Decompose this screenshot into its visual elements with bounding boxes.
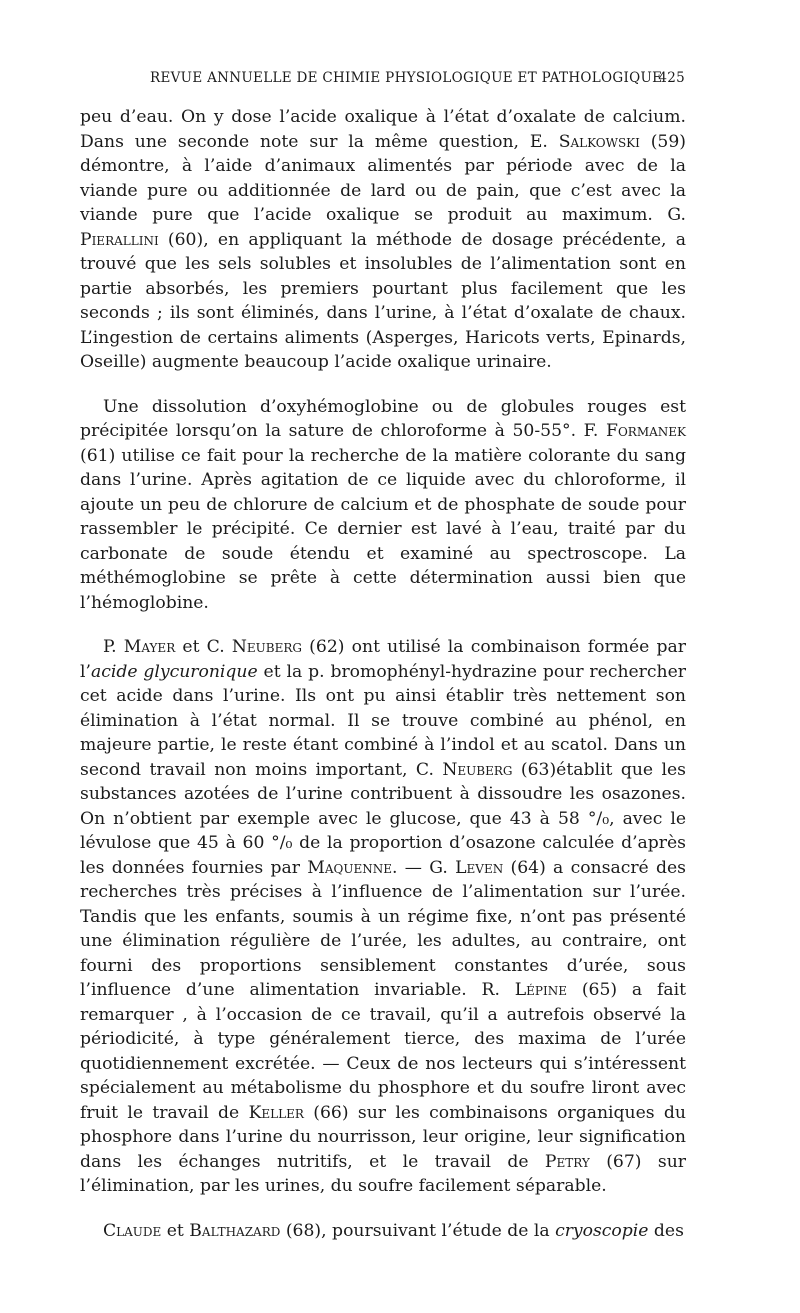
author-name: Formanek (606, 421, 686, 441)
author-name: Pierallini (80, 229, 159, 250)
italic-term: acide glycuronique (90, 661, 258, 682)
author-name: Keller (248, 1102, 304, 1123)
author-name: Leven (455, 857, 504, 878)
author-name: Neuberg (442, 759, 513, 780)
paragraph-glycuronic-acid: P. Mayer et C. Neuberg (62) ont utilisé la combinaison formée par l’acide glycuronique et la p. bromophényl-hydrazine pour rechercher cet acide dans l’urine. Ils ont pu ainsi établir très nettement son élimination à l’état normal. Il se trouve combiné au phénol, en majeure partie, le reste étant combiné à l’indol et au scatol. Dans un second travail non moins important, C. Neuberg (63)établit que les substances azotées de l’urine contribuent à dissoudre les osazones. On n’obtient par exemple avec le glucose, que 43 à 58 °/₀, avec le lévulose que 45 à 60 °/₀ de la proportion d’osazone calculée d’après les données fournies par Maquenne. — G. Leven (64) a consacré des recherches très précises à l’influence de l’alimentation sur l’urée. Tandis que les enfants, soumis à un régime fixe, n’ont pas présenté une élimination régulière de l’urée, les adultes, au contraire, ont fourni des proportions sensiblement constantes d’urée, sous l’influence d’une alimentation invariable. R. Lépine (65) a fait remarquer , à l’occasion de ce travail, qu’il a autrefois observé la périodicité, à type généralement tierce, des maxima de l’urée quotidiennement excrétée. — Ceux de nos lecteurs qui s’intéressent spécialement au métabolisme du phosphore et du soufre liront avec fruit le travail de Keller (66) sur les combinaisons organiques du phosphore dans l’urine du nourrisson, leur origine, leur signification dans les échanges nutritifs, et le travail de Petry (67) sur l’élimination, par les urines, du soufre facilement séparable. (80, 637, 686, 1196)
author-name: Lépine (514, 980, 567, 1000)
paragraph-cryoscopy: Claude et Balthazard (68), poursuivant l’étude de la cryoscopie des (103, 1220, 684, 1241)
author-name: Balthazard (189, 1220, 281, 1241)
author-name: Neuberg (231, 637, 302, 657)
author-name: Mayer (123, 637, 176, 657)
paragraph-oxalic-acid: peu d’eau. On y dose l’acide oxalique à l’état d’oxalate de calcium. Dans une seconde note sur la même question, E. Salkowski (59) démontre, à l’aide d’animaux alimentés par période avec de la viande pure ou additionnée de lard ou de pain, que c’est avec la viande pure que l’acide oxalique se produit au maximum. G. Pierallini (60), en appliquant la méthode de dosage précédente, a trouvé que les sels solubles et insolubles de l’alimentation sont en partie absorbés, les premiers pourtant plus facilement que les seconds ; ils sont éliminés, dans l’urine, à l’état d’oxalate de chaux. L’ingestion de certains aliments (Asperges, Haricots verts, Epinards, Oseille) augmente beaucoup l’acide oxalique urinaire. (80, 107, 687, 372)
author-name: Petry (544, 1151, 590, 1172)
italic-term: cryoscopie (555, 1220, 649, 1241)
author-name: Claude (103, 1220, 162, 1241)
page-number: 425 (658, 70, 685, 86)
body-text (80, 105, 686, 1263)
running-title: REVUE ANNUELLE DE CHIMIE PHYSIOLOGIQUE ET PATHOLOGIQUE (150, 70, 663, 86)
author-name: Maquenne (307, 857, 393, 878)
author-name: Salkowski (558, 131, 640, 152)
paragraph-oxyhemoglobin: Une dissolution d’oxyhémoglobine ou de globules rouges est précipitée lorsqu’on la sature de chloroforme à 50-55°. F. Formanek (61) utilise ce fait pour la recherche de la matière colorante du sang dans l’urine. Après agitation de ce liquide avec du chloroforme, il ajoute un peu de chlorure de calcium et de phosphate de soude pour rassembler le précipité. Ce dernier est lavé à l’eau, traité par du carbonate de soude étendu et examiné au spectroscope. La méthémoglobine se prête à cette détermination aussi bien que l’hémoglobine. (80, 396, 686, 613)
